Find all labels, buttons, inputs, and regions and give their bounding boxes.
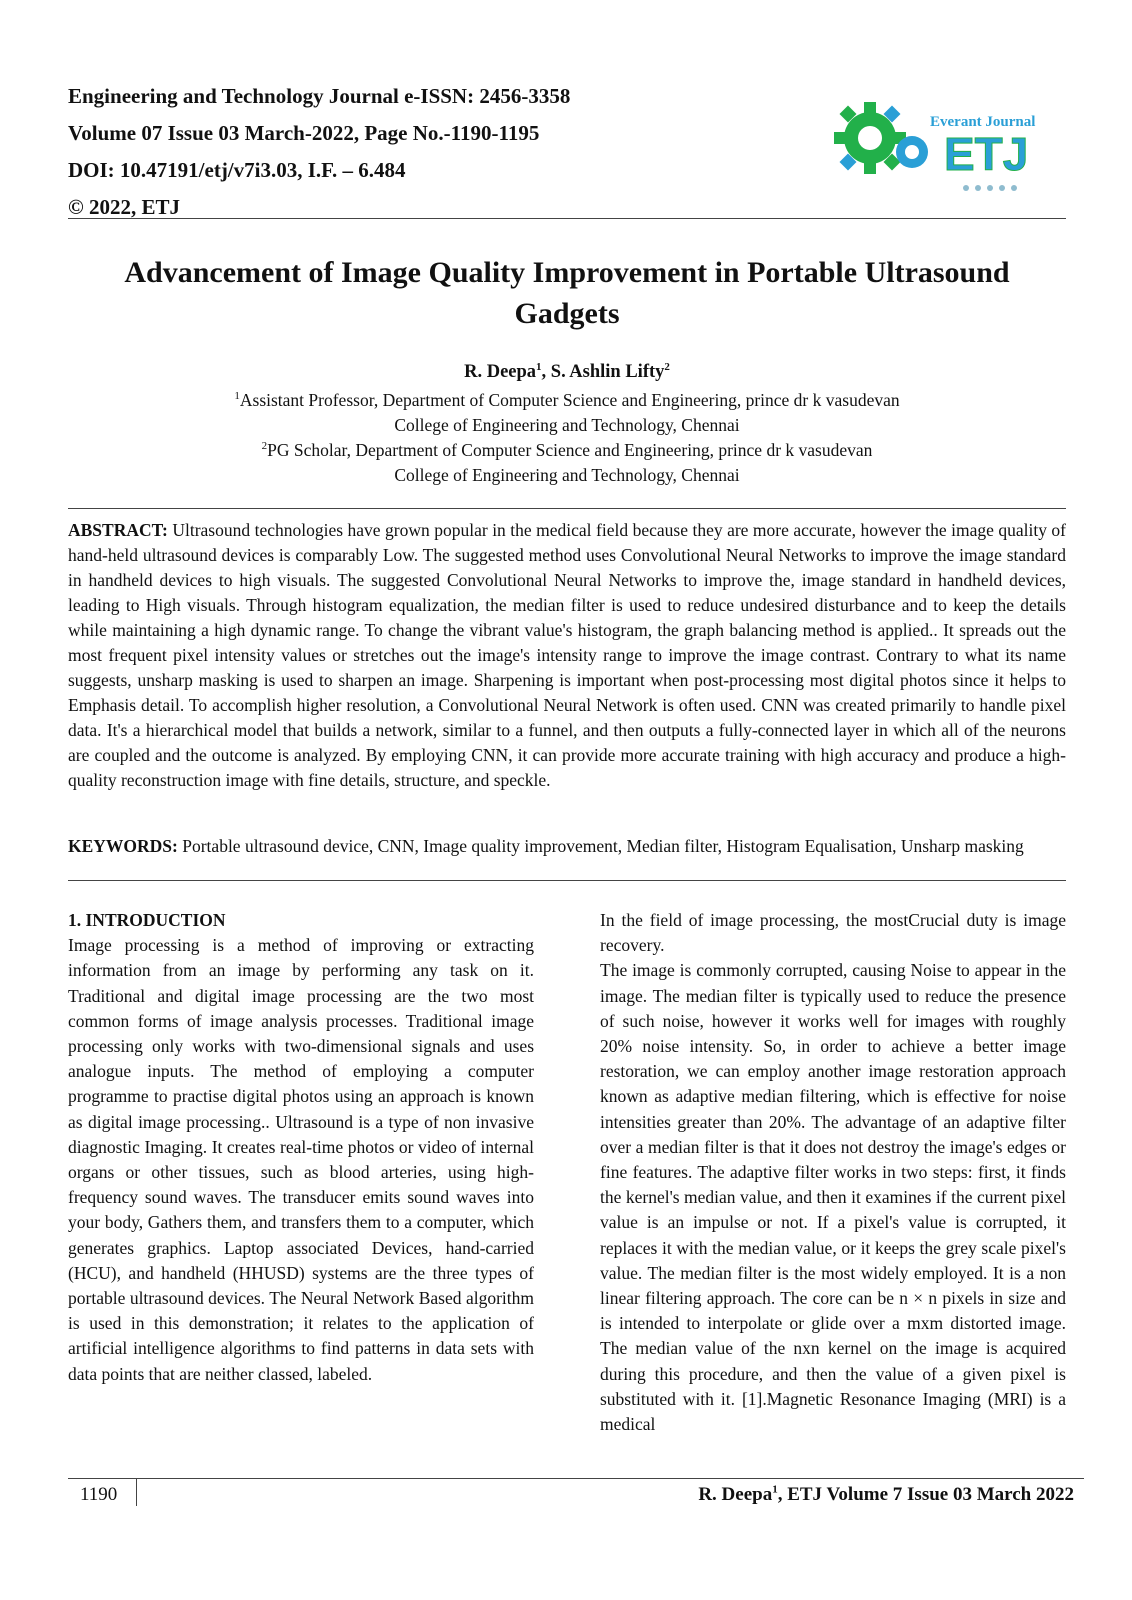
paper-title: [68, 252, 1066, 334]
abstract: [68, 518, 1066, 793]
affiliation-line: College of Engineering and Technology, Chennai: [394, 415, 740, 435]
paper-title-line-1: Advancement of Image Quality Improvement in Portable Ultrasound: [124, 256, 1010, 289]
journal-doi-line: DOI: 10.47191/etj/v7i3.03, I.F. – 6.484: [68, 158, 406, 182]
body-paragraph: Image processing is a method of improving or extracting information from an image by performing any task on it. Traditional and digital image processing are the two most common forms of image analysis processes. Traditional image processing only works with two-dimensional signals and uses analogue inputs. The method of employing a computer programme to practise digital photos using an approach is known as digital image processing.. Ultrasound is a type of non invasive diagnostic Imaging. It creates real-time photos or video of internal organs or other tissues, such as blood arteries, using high-frequency sound waves. The transducer emits sound waves into your body, Gathers them, and transfers them to a computer, which generates graphics. Laptop associated Devices, hand-carried (HCU), and handheld (HHUSD) systems are the three types of portable ultrasound devices. The Neural Network Based algorithm is used in this demonstration; it relates to the application of artificial intelligence algorithms to find patterns in data sets with data points that are neither classed, labeled.: [68, 935, 534, 1384]
author-affiliation-mark: 1: [536, 360, 542, 373]
logo-decoration: [963, 185, 1017, 191]
author-name: S. Ashlin Lifty: [550, 362, 665, 382]
affiliation-line: Assistant Professor, Department of Computer Science and Engineering, prince dr k vasudevan: [239, 390, 900, 410]
journal-volume-line: Volume 07 Issue 03 March-2022, Page No.-1190-1195: [68, 121, 540, 145]
right-column: [600, 908, 1066, 1437]
section-heading: 1. INTRODUCTION: [68, 910, 226, 930]
author-affiliation-mark: 2: [664, 360, 670, 373]
author-list: [68, 360, 1066, 384]
journal-header: [68, 78, 688, 226]
paper-title-line-2: Gadgets: [514, 297, 620, 330]
keywords-bottom-divider: [68, 880, 1066, 881]
logo-text-top: Everant Journal: [930, 114, 1036, 130]
body-paragraph: The image is commonly corrupted, causing Noise to appear in the image. The median filter is typically used to reduce the presence of such noise, however it works well for images with roughly 20% noise intensity. So, in order to achieve a better image restoration, we can employ another image restoration approach known as adaptive median filtering, which is effective for noise intensities greater than 20%. The advantage of an adaptive filter over a median filter is that it does not destroy the image's edges or fine features. The adaptive filter works in two steps: first, it finds the kernel's median value, and then it examines if the current pixel value is an impulse or not. If a pixel's value is corrupted, it replaces it with the median value, or it keeps the grey scale pixel's value. The median filter is the most widely employed. It is a non linear filtering approach. The core can be n × n pixels in size and is intended to interpolate or glide over a mxm distorted image. The median value of the nxn kernel on the image is acquired during this procedure, and then the value of a given pixel is substituted with it. [1].Magnetic Resonance Imaging (MRI) is a medical: [600, 960, 1066, 1435]
footer-journal-info: , ETJ Volume 7 Issue 03 March 2022: [777, 1484, 1074, 1505]
keywords-text: Portable ultrasound device, CNN, Image quality improvement, Median filter, Histogram Equalisation, Unsharp masking: [182, 836, 1024, 856]
body-paragraph: In the field of image processing, the mostCrucial duty is image recovery.: [600, 910, 1066, 956]
gear-icon: [834, 102, 906, 174]
affiliation-2: [68, 438, 1066, 488]
footer-affiliation-mark: 1: [772, 1483, 778, 1496]
author-name: R. Deepa: [464, 362, 537, 382]
keywords: [68, 834, 1066, 859]
affiliation-1: [68, 388, 1066, 438]
footer-divider: [68, 1478, 1084, 1479]
abstract-top-divider: [68, 508, 1066, 509]
author-separator: ,: [541, 362, 551, 382]
affiliation-mark: 2: [261, 440, 268, 453]
abstract-label: ABSTRACT:: [68, 520, 168, 540]
footer-separator: [136, 1478, 137, 1506]
logo-text-main: ETJ: [944, 128, 1029, 180]
footer-citation: [698, 1480, 1074, 1510]
abstract-text: Ultrasound technologies have grown popular in the medical field because they are more accurate, however the image quality of hand-held ultrasound devices is comparably Low. The suggested method uses Convolutional Neural Networks to improve the image standard in handheld devices to high visuals. The suggested Convolutional Neural Networks to improve the, image standard in handheld devices, leading to High visuals. Through histogram equalization, the median filter is used to reduce undesired disturbance and to keep the details while maintaining a high dynamic range. To change the vibrant value's histogram, the graph balancing method is applied.. It spreads out the most frequent pixel intensity values or stretches out the image's intensity range to improve the image contrast. Contrary to what its name suggests, unsharp masking is used to sharpen an image. Sharpening is important when post-processing most digital photos since it helps to Emphasis detail. To accomplish higher resolution, a Convolutional Neural Network is often used. CNN was created primarily to handle pixel data. It's a hierarchical model that builds a network, similar to a funnel, and then outputs a fully-connected layer in which all of the neurons are coupled and the outcome is analyzed. By employing CNN, it can provide more accurate training with high accuracy and produce a high-quality reconstruction image with fine details, structure, and speckle.: [68, 520, 1067, 790]
gear-small-icon: [896, 136, 928, 168]
left-column: [68, 908, 534, 1387]
affiliation-line: PG Scholar, Department of Computer Science and Engineering, prince dr k vasudevan: [267, 440, 873, 460]
journal-logo: [826, 90, 1042, 200]
page-number: 1190: [80, 1484, 118, 1505]
affiliation-line: College of Engineering and Technology, Chennai: [394, 465, 740, 485]
keywords-label: KEYWORDS:: [68, 836, 178, 856]
header-divider: [68, 218, 1066, 219]
journal-issn-line: Engineering and Technology Journal e-ISSN: 2456-3358: [68, 84, 571, 108]
journal-copyright-line: © 2022, ETJ: [68, 195, 180, 219]
footer-author: R. Deepa: [698, 1484, 773, 1505]
affiliation-mark: 1: [234, 390, 240, 403]
